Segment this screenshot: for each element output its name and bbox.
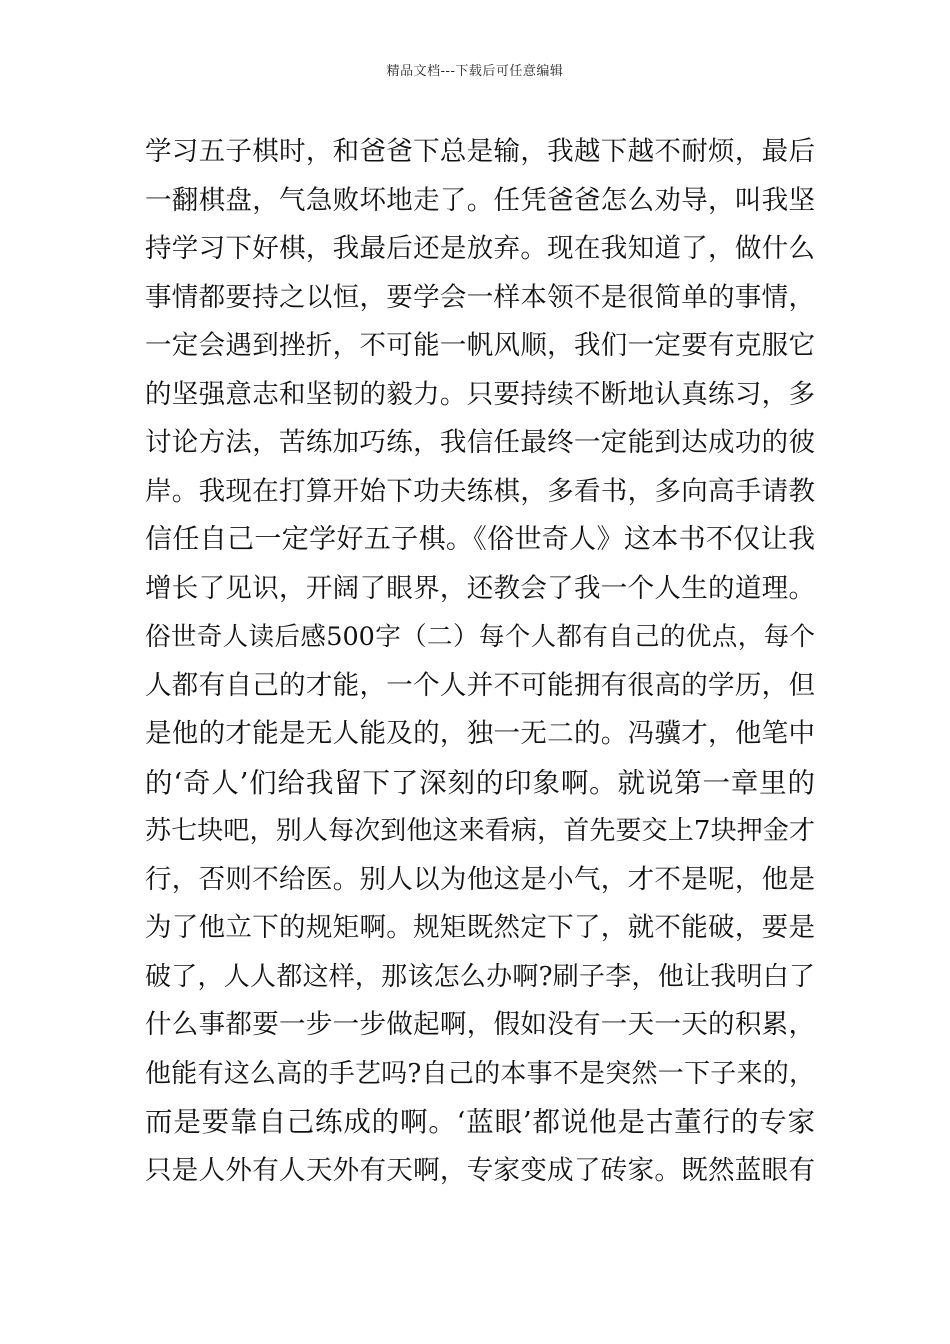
page-header: 精品文档---下载后可任意编辑 — [386, 64, 564, 79]
text-line: 是他的才能是无人能及的，独一无二的。冯骥才，他笔中 — [145, 718, 815, 749]
text-line: 讨论方法，苦练加巧练，我信任最终一定能到达成功的彼 — [145, 427, 815, 458]
text-line: 为了他立下的规矩啊。规矩既然定下了，就不能破，要是 — [145, 912, 815, 943]
text-line: 俗世奇人读后感500字（二）每个人都有自己的优点，每个 — [145, 622, 815, 652]
body-text — [145, 128, 815, 1195]
text-line: 的‘奇人’们给我留下了深刻的印象啊。就说第一章里的 — [145, 766, 815, 799]
text-line: 他能有这么高的手艺吗?自己的本事不是突然一下子来的， — [145, 1058, 815, 1089]
text-line: 只是人外有人天外有天啊，专家变成了砖家。既然蓝眼有 — [145, 1154, 815, 1186]
text-line: 一定会遇到挫折，不可能一帆风顺，我们一定要有克服它 — [145, 330, 815, 361]
text-line: 信任自己一定学好五子棋。《俗世奇人》这本书不仅让我 — [145, 524, 815, 555]
text-line: 事情都要持之以恒，要学会一样本领不是很简单的事情， — [145, 281, 815, 313]
text-line: 而是要靠自己练成的啊。‘蓝眼’都说他是古董行的专家 — [145, 1106, 815, 1138]
text-line: 人都有自己的才能，一个人并不可能拥有很高的学历，但 — [145, 669, 815, 701]
text-line: 学习五子棋时，和爸爸下总是输，我越下越不耐烦，最后 — [145, 136, 815, 167]
text-line: 岸。我现在打算开始下功夫练棋，多看书，多向高手请教 — [145, 475, 815, 507]
text-line: 破了，人人都这样，那该怎么办啊?刷子李，他让我明白了 — [145, 961, 815, 992]
text-line: 增长了见识，开阔了眼界，还教会了我一个人生的道理。 — [145, 572, 815, 604]
text-line: 什么事都要一步一步做起啊，假如没有一天一天的积累， — [145, 1009, 815, 1040]
text-line: 的坚强意志和坚韧的毅力。只要持续不断地认真练习，多 — [145, 378, 815, 410]
text-line: 苏七块吧，别人每次到他这来看病，首先要交上7块押金才 — [145, 816, 815, 846]
text-line: 行，否则不给医。别人以为他这是小气，才不是呢，他是 — [145, 863, 815, 895]
text-line: 持学习下好棋，我最后还是放弃。现在我知道了，做什么 — [145, 233, 815, 264]
text-line: 一翻棋盘，气急败坏地走了。任凭爸爸怎么劝导，叫我坚 — [145, 184, 815, 216]
